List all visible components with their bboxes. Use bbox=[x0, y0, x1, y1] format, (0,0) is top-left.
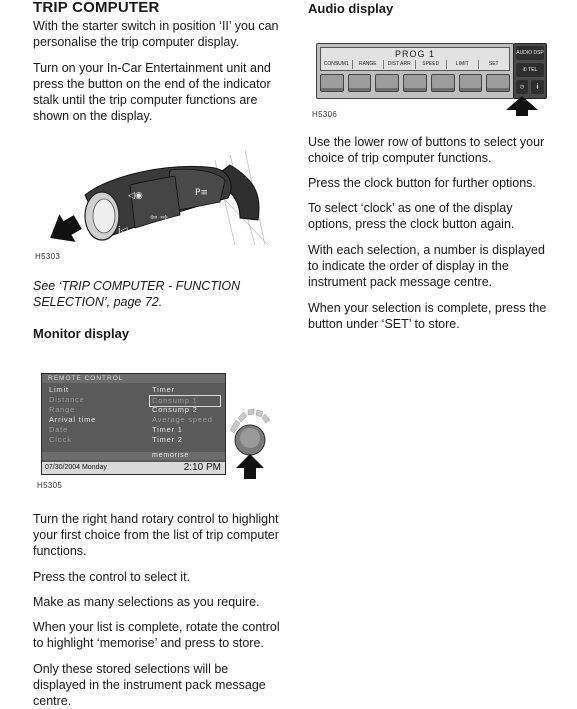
paragraph-memorise: When your list is complete, rotate the control to highlight ‘memorise’ and press to store. bbox=[33, 620, 280, 650]
label-range: RANGE bbox=[353, 60, 385, 69]
press-arrow-icon bbox=[236, 454, 264, 479]
turn-signal-icon: ⇦ ⇨ bbox=[150, 213, 168, 223]
menu-item-timer-1[interactable]: Timer 1 bbox=[152, 425, 183, 434]
paragraph-each-selection: With each selection, a number is displayed to indicate the order of display in the instrument pack message centre. bbox=[308, 243, 545, 289]
clock-button[interactable] bbox=[516, 80, 528, 94]
tel-button[interactable]: ✆ TEL bbox=[516, 63, 544, 77]
paragraph-clock-button: Press the clock button for further options. bbox=[308, 176, 536, 190]
date-readout: 07/30/2004 Monday bbox=[45, 464, 107, 471]
press-arrow-icon bbox=[506, 96, 538, 116]
function-button-2[interactable] bbox=[348, 74, 372, 92]
function-button-1[interactable] bbox=[320, 74, 344, 92]
paragraph-select-clock: To select ‘clock’ as one of the display options, press the clock button again. bbox=[308, 201, 515, 231]
audio-screen bbox=[320, 47, 510, 71]
figure-label-h5303: H5303 bbox=[35, 252, 61, 261]
menu-item-distance[interactable]: Distance bbox=[49, 395, 85, 404]
lower-button-row bbox=[320, 74, 510, 92]
function-button-6[interactable] bbox=[459, 74, 483, 92]
paragraph-ice-unit: Turn on your In-Car Entertainment unit and press the button on the end of the indicator stalk until the trip computer functions are shown on the display. bbox=[33, 61, 271, 123]
audio-display-heading: Audio display bbox=[308, 1, 394, 16]
label-limit: LIMIT bbox=[447, 60, 479, 69]
label-dist-arr: DIST ARR bbox=[384, 60, 416, 69]
monitor-display-heading: Monitor display bbox=[33, 326, 130, 341]
monitor-header: REMOTE CONTROL bbox=[42, 374, 225, 383]
audio-dsp-button[interactable]: AUDIO DSP bbox=[516, 46, 544, 60]
function-button-5[interactable] bbox=[431, 74, 455, 92]
prog-label: PROG 1 bbox=[394, 49, 435, 59]
label-set: SET bbox=[488, 61, 499, 67]
function-button-3[interactable] bbox=[375, 74, 399, 92]
menu-item-arrival-time[interactable]: Arrival time bbox=[49, 415, 97, 424]
label-consum1: CONSUM1 bbox=[321, 60, 353, 69]
paragraph-lower-buttons: Use the lower row of buttons to select your choice of trip computer functions. bbox=[308, 135, 545, 165]
clock-icon: ◷ bbox=[519, 84, 525, 90]
function-button-7[interactable] bbox=[486, 74, 510, 92]
phone-icon: ✆ bbox=[522, 67, 527, 73]
menu-item-range[interactable]: Range bbox=[49, 405, 76, 414]
press-arrow-icon bbox=[42, 208, 86, 250]
clock-arrow-illustration bbox=[504, 96, 540, 116]
section-title: TRIP COMPUTER bbox=[33, 0, 160, 16]
figure-label-h5306: H5306 bbox=[312, 110, 338, 119]
memorise-bar bbox=[42, 452, 225, 460]
paragraph-press-control: Press the control to select it. bbox=[33, 570, 191, 584]
function-labels bbox=[321, 60, 509, 69]
indicator-stalk-illustration bbox=[30, 140, 280, 250]
menu-item-timer[interactable]: Timer bbox=[152, 385, 175, 394]
menu-item-clock[interactable]: Clock bbox=[49, 435, 72, 444]
fog-symbol-icon: ⅰ◁ bbox=[118, 226, 128, 236]
paragraph-stored: Only these stored selections will be displayed in the instrument pack message centre. bbox=[33, 662, 266, 708]
audio-side-panel bbox=[513, 43, 547, 99]
intro-paragraph: With the starter switch in position ‘II’ you can personalise the trip computer display. bbox=[33, 19, 279, 49]
time-readout: 2:10 PM bbox=[183, 462, 221, 473]
paragraph-rotary: Turn the right hand rotary control to highlight your first choice from the list of trip computer functions. bbox=[33, 512, 279, 558]
menu-item-date[interactable]: Date bbox=[49, 425, 69, 434]
paragraph-selections: Make as many selections as you require. bbox=[33, 595, 260, 609]
menu-item-timer-2[interactable]: Timer 2 bbox=[152, 435, 183, 444]
paragraph-set-store: When your selection is complete, press the button under ‘SET’ to store. bbox=[308, 301, 547, 331]
audio-display-unit bbox=[316, 43, 514, 99]
menu-item-consump-1-highlighted[interactable]: Consump 1 bbox=[149, 395, 221, 407]
see-reference: See ‘TRIP COMPUTER - FUNCTION SELECTION’, page 72. bbox=[33, 279, 241, 309]
info-button[interactable]: i bbox=[531, 80, 544, 94]
headlamp-symbol-icon: ◁◉ bbox=[128, 191, 143, 201]
memorise-option[interactable]: memorise bbox=[152, 452, 190, 459]
menu-item-limit[interactable]: Limit bbox=[49, 385, 69, 394]
function-button-4[interactable] bbox=[403, 74, 427, 92]
wiper-symbol-icon: P≡ bbox=[195, 188, 208, 198]
menu-item-average-speed[interactable]: Average speed bbox=[152, 415, 213, 424]
menu-item-consump-2[interactable]: Consump 2 bbox=[152, 405, 198, 414]
monitor-footer bbox=[42, 462, 225, 474]
rotary-control-illustration bbox=[224, 408, 276, 480]
monitor-display-screen bbox=[41, 373, 226, 475]
figure-label-h5305: H5305 bbox=[37, 481, 63, 490]
label-speed: SPEED bbox=[416, 60, 448, 69]
